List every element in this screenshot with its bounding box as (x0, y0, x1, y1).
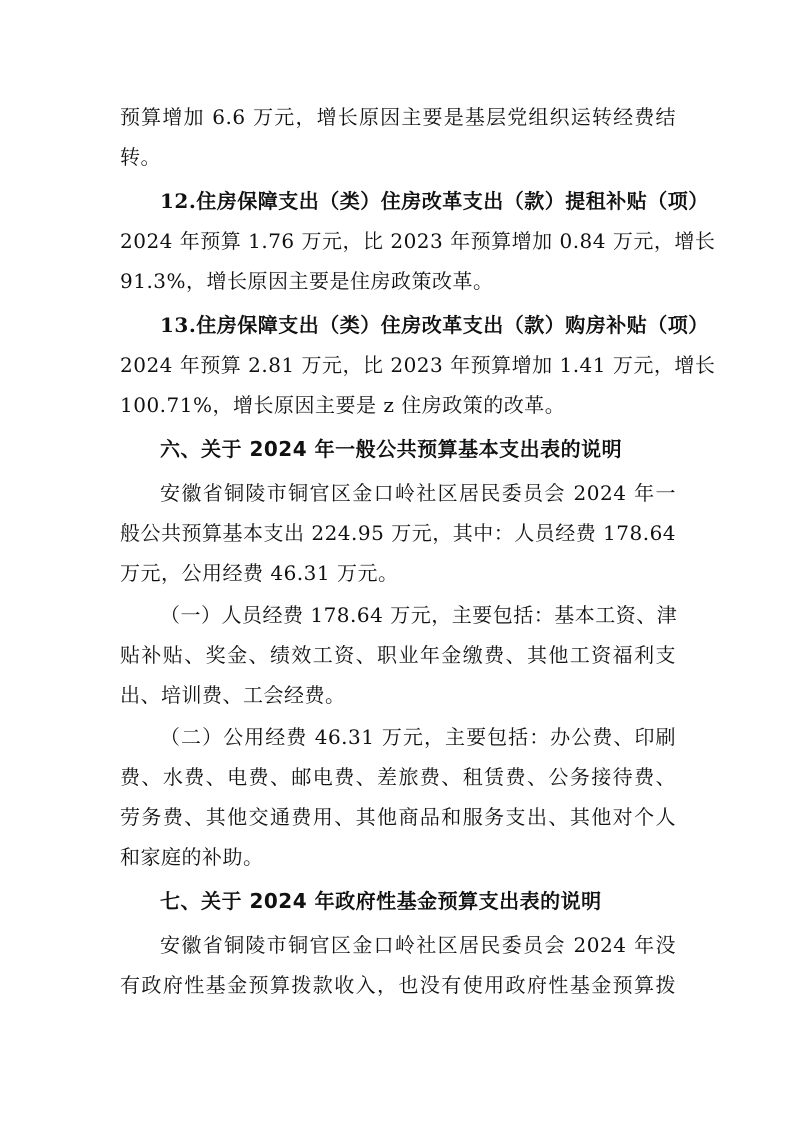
paragraph-line: 91.3%，增长原因主要是住房政策改革。 (120, 269, 494, 293)
paragraph-line: 劳务费、其他交通费用、其他商品和服务支出、其他对个人 (120, 805, 676, 829)
item-heading-13: 13.住房保障支出（类）住房改革支出（款）购房补贴（项） (160, 313, 709, 337)
paragraph-line: 安徽省铜陵市铜官区金口岭社区居民委员会 2024 年一 (160, 481, 676, 505)
paragraph-line: 般公共预算基本支出 224.95 万元，其中：人员经费 178.64 (120, 521, 677, 545)
paragraph-line: （一）人员经费 178.64 万元，主要包括：基本工资、津 (160, 603, 678, 627)
paragraph-line: 贴补贴、奖金、绩效工资、职业年金缴费、其他工资福利支 (120, 643, 676, 667)
paragraph-line: 2024 年预算 2.81 万元，比 2023 年预算增加 1.41 万元，增长 (120, 353, 716, 377)
paragraph-line: 转。 (120, 145, 161, 169)
paragraph-line: 有政府性基金预算拨款收入，也没有使用政府性基金预算拨 (120, 973, 676, 997)
paragraph-line: 100.71%，增长原因主要是 z 住房政策的改革。 (120, 393, 566, 417)
paragraph-line: 2024 年预算 1.76 万元，比 2023 年预算增加 0.84 万元，增长 (120, 229, 716, 253)
section-heading-7: 七、关于 2024 年政府性基金预算支出表的说明 (160, 889, 602, 913)
paragraph-line: 费、水费、电费、邮电费、差旅费、租赁费、公务接待费、 (120, 765, 676, 789)
paragraph-line: （二）公用经费 46.31 万元，主要包括：办公费、印刷 (160, 725, 676, 749)
paragraph-line: 预算增加 6.6 万元，增长原因主要是基层党组织运转经费结 (120, 105, 676, 129)
paragraph-line: 和家庭的补助。 (120, 845, 264, 869)
section-heading-6: 六、关于 2024 年一般公共预算基本支出表的说明 (160, 437, 623, 461)
paragraph-line: 万元，公用经费 46.31 万元。 (120, 561, 399, 585)
paragraph-line: 安徽省铜陵市铜官区金口岭社区居民委员会 2024 年没 (160, 933, 676, 957)
item-heading-12: 12.住房保障支出（类）住房改革支出（款）提租补贴（项） (160, 189, 709, 213)
paragraph-line: 出、培训费、工会经费。 (120, 683, 346, 707)
